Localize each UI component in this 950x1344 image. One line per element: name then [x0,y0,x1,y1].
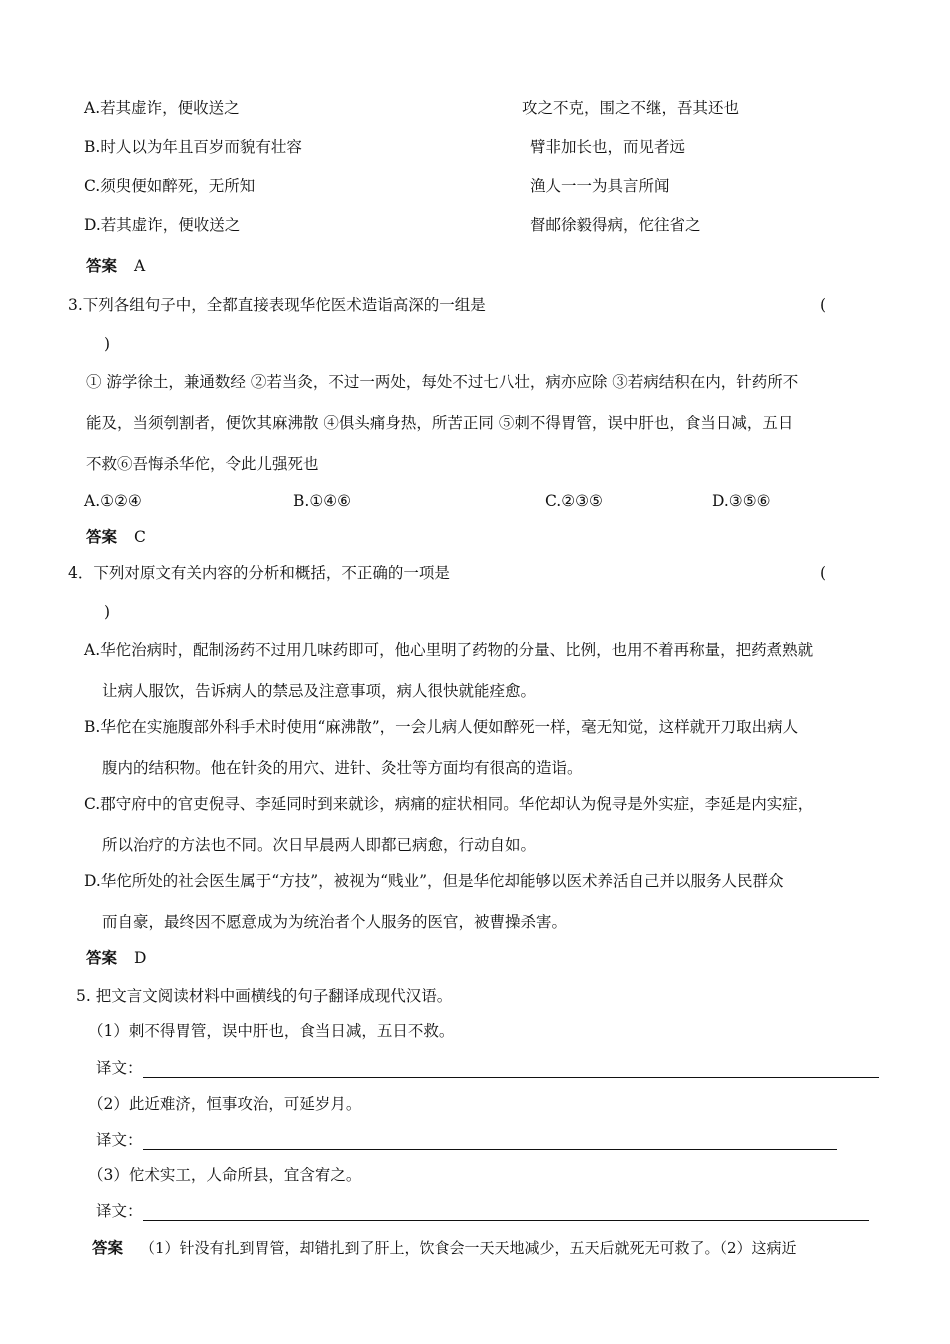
q2-option-a-left: A.若其虚诈，便收送之 [84,99,240,117]
q5-stem: 5. 把文言文阅读材料中画横线的句子翻译成现代汉语。 [76,987,453,1005]
q4-stem: 4．下列对原文有关内容的分析和概括，不正确的一项是 [68,564,450,582]
q5-answer-value: （1）针没有扎到胃管，却错扎到了肝上，饮食会一天天地减少，五天后就死无可救了。（2）这病近 [139,1239,797,1257]
q5-item-3-label: 译文： [96,1202,143,1220]
q5-item-2-answer-line[interactable] [143,1135,837,1150]
q3-line-1: ① 游学徐土，兼通数经 ②若当灸，不过一两处，每处不过七八壮，病亦应除 ③若病结积在内，针药所不 [86,373,799,391]
q3-answer-value: C [133,528,146,546]
q5-item-2-label: 译文： [96,1131,143,1149]
q4-option-a-line-2: 让病人服饮，告诉病人的禁忌及注意事项，病人很快就能痊愈。 [102,682,537,700]
q4-answer-label: 答案 [86,949,118,967]
q2-option-c-left: C.须臾便如醉死，无所知 [84,177,256,195]
q3-option-d: D.③⑤⑥ [712,492,771,510]
q4-answer [86,948,146,968]
q2-option-c-right: 渔人一一为具言所闻 [530,177,670,195]
q4-option-d-line-1: D.华佗所处的社会医生属于“方技”，被视为“贱业”，但是华佗却能够以医术养活自己并以服务人民群众 [84,872,784,890]
q3-option-b: B.①④⑥ [293,492,352,510]
q2-answer [86,256,145,276]
q4-option-b-line-2: 腹内的结积物。他在针灸的用穴、进针、灸壮等方面均有很高的造诣。 [102,759,583,777]
q3-answer-label: 答案 [86,528,118,546]
q3-answer [86,527,146,547]
q2-answer-value: A [133,257,146,275]
q3-line-3: 不救⑥吾悔杀华佗，令此儿强死也 [86,455,319,473]
q5-answer [92,1238,797,1258]
q2-option-a-right: 攻之不克，围之不继，吾其还也 [522,99,740,117]
q4-answer-value: D [133,949,147,967]
q5-item-2-translation [96,1130,837,1150]
q5-answer-label: 答案 [92,1239,124,1257]
q5-item-1-sentence: （1）刺不得胃管，误中肝也，食当日减，五日不救。 [88,1022,455,1040]
q4-paren-close: ) [104,603,111,621]
q3-paren-close: ) [104,335,111,353]
q3-option-c: C.②③⑤ [545,492,603,510]
q3-stem: 3.下列各组句子中，全都直接表现华佗医术造诣高深的一组是 [68,296,486,314]
q2-option-b-right: 臂非加长也，而见者远 [530,138,686,156]
q5-item-1-answer-line[interactable] [143,1063,879,1078]
q5-item-3-sentence: （3）佗术实工，人命所县，宜含宥之。 [88,1166,362,1184]
q2-option-d-left: D.若其虚诈，便收送之 [84,216,241,234]
q3-paren-open: ( [820,296,827,314]
q5-item-1-label: 译文： [96,1059,143,1077]
q4-option-c-line-2: 所以治疗的方法也不同。次日早晨两人即都已病愈，行动自如。 [102,836,537,854]
q2-option-b-left: B.时人以为年且百岁而貌有壮容 [84,138,302,156]
q5-item-2-sentence: （2）此近难济，恒事攻治，可延岁月。 [88,1095,362,1113]
q5-item-3-answer-line[interactable] [143,1206,869,1221]
q3-option-a: A.①②④ [84,492,142,510]
q5-item-3-translation [96,1201,869,1221]
q2-option-d-right: 督邮徐毅得病，佗往省之 [530,216,701,234]
q4-option-b-line-1: B.华佗在实施腹部外科手术时使用“麻沸散”，一会儿病人便如醉死一样，毫无知觉，这样就开刀取出病人 [84,718,799,736]
q4-option-a-line-1: A.华佗治病时，配制汤药不过用几味药即可，他心里明了药物的分量、比例，也用不着再称量，把药煮熟就 [84,641,814,659]
q4-option-c-line-1: C.郡守府中的官吏倪寻、李延同时到来就诊，病痛的症状相同。华佗却认为倪寻是外实症，李延是内实症， [84,795,814,813]
q5-item-1-translation [96,1058,879,1078]
q3-line-2: 能及，当须刳割者，便饮其麻沸散 ④俱头痛身热，所苦正同 ⑤刺不得胃管，误中肝也，食当日减，五日 [86,414,794,432]
q4-option-d-line-2: 而自豪，最终因不愿意成为为统治者个人服务的医官，被曹操杀害。 [102,913,568,931]
q4-paren-open: ( [820,564,827,582]
q2-answer-label: 答案 [86,257,118,275]
